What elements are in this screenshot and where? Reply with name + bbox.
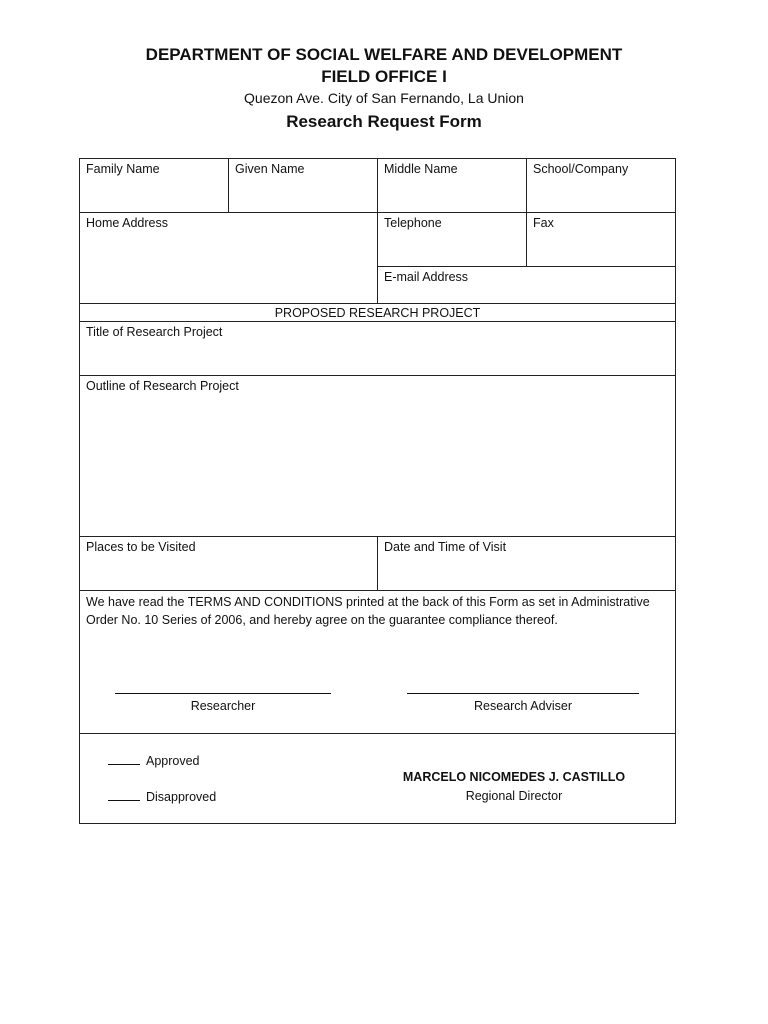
terms-text: We have read the TERMS AND CONDITIONS printed at the back of this Form as set in Administrative Order No. 10 Series of 2006, and hereby agree on the guarantee compliance thereof. bbox=[86, 595, 650, 627]
research-request-form bbox=[79, 158, 676, 824]
director-title: Regional Director bbox=[465, 789, 563, 803]
outline-project-label: Outline of Research Project bbox=[86, 379, 239, 393]
disapproved-blank[interactable] bbox=[108, 788, 140, 801]
adviser-label: Research Adviser bbox=[474, 699, 572, 713]
middle-name-label: Middle Name bbox=[384, 162, 458, 176]
title-project-field[interactable] bbox=[79, 321, 676, 376]
fax-label: Fax bbox=[533, 216, 554, 230]
adviser-signature-line[interactable] bbox=[407, 693, 639, 694]
proposed-research-header bbox=[79, 303, 676, 322]
approved-label: Approved bbox=[146, 754, 200, 768]
family-name-field[interactable] bbox=[79, 158, 229, 213]
fax-field[interactable] bbox=[526, 212, 676, 267]
telephone-label: Telephone bbox=[384, 216, 442, 230]
given-name-field[interactable] bbox=[228, 158, 378, 213]
middle-name-field[interactable] bbox=[377, 158, 527, 213]
agency-name: DEPARTMENT OF SOCIAL WELFARE AND DEVELOPMENT bbox=[145, 45, 623, 64]
form-header bbox=[0, 44, 768, 135]
title-project-label: Title of Research Project bbox=[86, 325, 223, 339]
terms-section bbox=[79, 590, 676, 734]
date-time-visit-field[interactable] bbox=[377, 536, 676, 591]
office-address: Quezon Ave. City of San Fernando, La Union bbox=[244, 90, 524, 106]
proposed-research-label: PROPOSED RESEARCH PROJECT bbox=[274, 306, 481, 320]
approval-section bbox=[79, 733, 676, 824]
family-name-label: Family Name bbox=[86, 162, 160, 176]
places-visited-field[interactable] bbox=[79, 536, 378, 591]
email-label: E-mail Address bbox=[384, 270, 469, 284]
disapproved-option[interactable] bbox=[108, 788, 216, 805]
school-company-field[interactable] bbox=[526, 158, 676, 213]
given-name-label: Given Name bbox=[235, 162, 305, 176]
places-visited-label: Places to be Visited bbox=[86, 540, 196, 554]
email-field[interactable] bbox=[377, 266, 676, 304]
school-company-label: School/Company bbox=[533, 162, 629, 176]
director-name: MARCELO NICOMEDES J. CASTILLO bbox=[402, 770, 626, 784]
telephone-field[interactable] bbox=[377, 212, 527, 267]
field-office: FIELD OFFICE I bbox=[321, 67, 447, 86]
outline-project-field[interactable] bbox=[79, 375, 676, 537]
approved-blank[interactable] bbox=[108, 752, 140, 765]
disapproved-label: Disapproved bbox=[146, 790, 217, 804]
approved-option[interactable] bbox=[108, 752, 200, 769]
director-block bbox=[380, 768, 648, 806]
researcher-label: Researcher bbox=[190, 699, 256, 713]
form-title: Research Request Form bbox=[286, 112, 482, 131]
date-time-visit-label: Date and Time of Visit bbox=[384, 540, 507, 554]
home-address-field[interactable] bbox=[79, 212, 378, 304]
researcher-signature-line[interactable] bbox=[115, 693, 331, 694]
home-address-label: Home Address bbox=[86, 216, 168, 230]
